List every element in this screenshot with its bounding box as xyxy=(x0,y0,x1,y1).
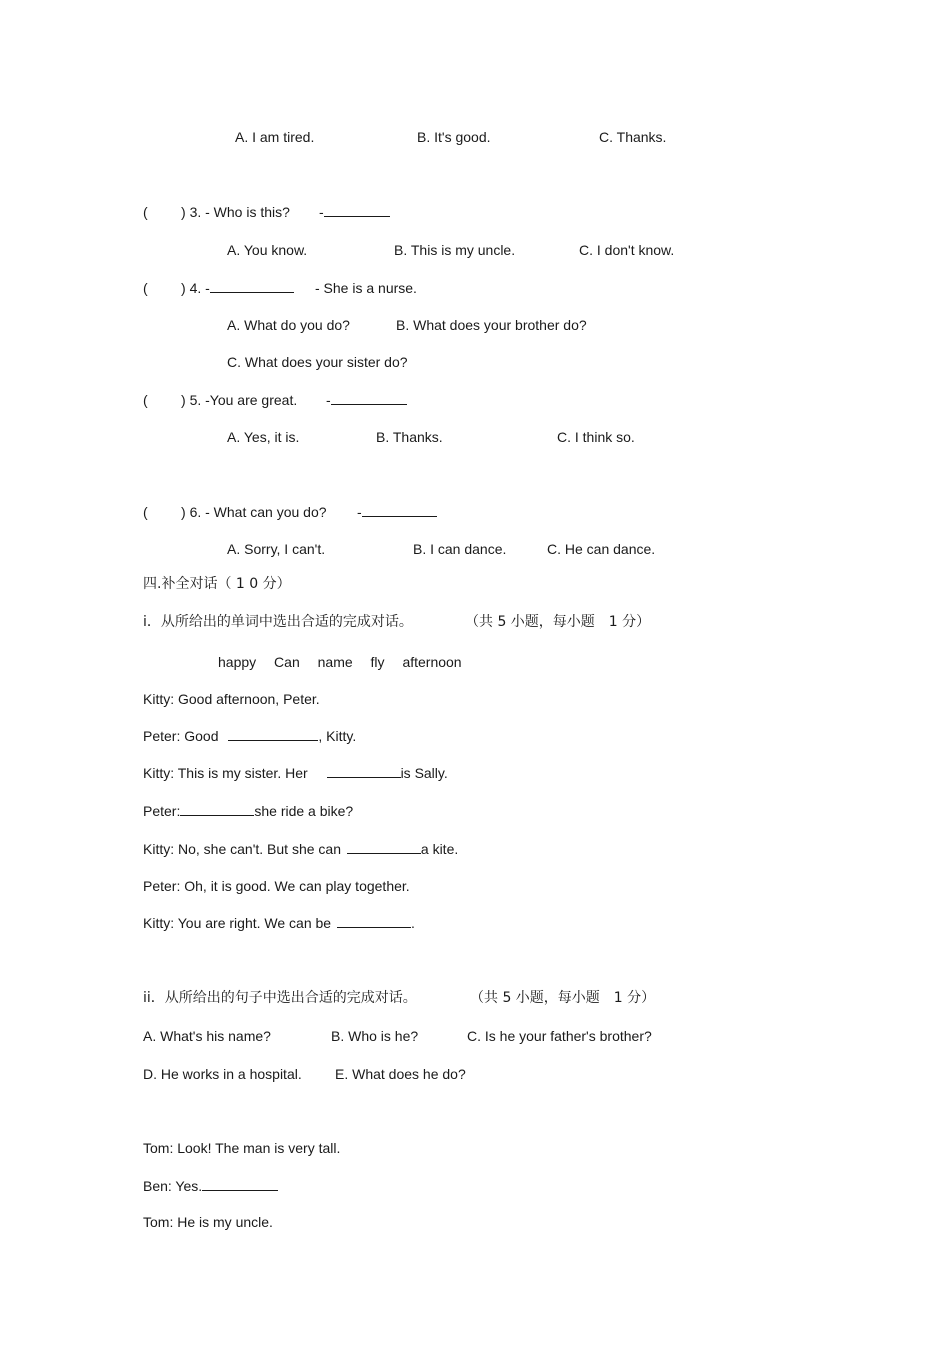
q6-question: 6. - What can you do? xyxy=(189,504,327,520)
dialog1-line-5-end: a kite. xyxy=(420,841,459,857)
q4-paren-open: ( xyxy=(143,280,148,296)
word-bank-item: fly xyxy=(370,654,385,670)
q5-option-c: C. I think so. xyxy=(557,429,635,445)
part2-option-e: E. What does he do? xyxy=(335,1066,466,1082)
dialog2-line-2-start: Ben: Yes. xyxy=(143,1178,203,1194)
dialog1-line-4-start: Peter: xyxy=(143,803,181,819)
q2-option-a: A. I am tired. xyxy=(235,129,315,145)
q6-paren-open: ( xyxy=(143,504,148,520)
word-bank-item: name xyxy=(317,654,353,670)
q4-prefix: 4. - xyxy=(189,280,210,296)
word-bank xyxy=(218,653,462,671)
q3-paren-close: ) xyxy=(181,204,186,220)
section4-title: 四.补全对话（ 1 0 分） xyxy=(143,576,291,592)
part2-scoring: （共 5 小题，每小题 1 分） xyxy=(470,990,656,1006)
q5-answer-blank[interactable] xyxy=(331,391,407,405)
q6-paren-close: ) xyxy=(181,504,186,520)
q6-dash: - xyxy=(357,504,362,520)
dialog2-line-3: Tom: He is my uncle. xyxy=(143,1214,273,1230)
q4-option-c: C. What does your sister do? xyxy=(227,354,408,370)
blank-4[interactable] xyxy=(347,840,421,854)
q5-question-row xyxy=(181,391,297,409)
part2-option-b: B. Who is he? xyxy=(331,1028,419,1044)
q3-answer-blank[interactable] xyxy=(324,203,390,217)
part1-instruction: i．从所给出的单词中选出合适的完成对话。 xyxy=(143,614,413,630)
word-bank-item: afternoon xyxy=(402,654,462,670)
dialog1-line-7-end: . xyxy=(410,915,415,931)
q3-question-row xyxy=(181,203,290,221)
dialog1-line-3-start: Kitty: This is my sister. Her xyxy=(143,765,308,781)
part2-option-c: C. Is he your father's brother? xyxy=(467,1028,652,1044)
dialog1-line-5-start: Kitty: No, she can't. But she can xyxy=(143,841,341,857)
q4-question-row xyxy=(181,279,294,297)
dialog1-line-2-end: , Kitty. xyxy=(318,728,357,744)
dialog1-line-3 xyxy=(143,764,448,782)
part2-option-a: A. What's his name? xyxy=(143,1028,271,1044)
q3-paren-open: ( xyxy=(143,204,148,220)
q6-answer-blank[interactable] xyxy=(362,503,437,517)
q4-option-a: A. What do you do? xyxy=(227,317,350,333)
word-bank-item: happy xyxy=(218,654,257,670)
q5-option-a: A. Yes, it is. xyxy=(227,429,300,445)
blank-1[interactable] xyxy=(228,727,318,741)
q5-paren-close: ) xyxy=(181,392,186,408)
q4-answer-line: - She is a nurse. xyxy=(315,280,417,296)
q6-question-row xyxy=(181,503,327,521)
dialog1-line-5 xyxy=(143,840,458,858)
part2-instruction: ii．从所给出的句子中选出合适的完成对话。 xyxy=(143,990,417,1006)
dialog1-line-4 xyxy=(143,802,353,820)
q4-option-b: B. What does your brother do? xyxy=(396,317,587,333)
part2-option-d: D. He works in a hospital. xyxy=(143,1066,302,1082)
dialog2-line-2 xyxy=(143,1177,278,1195)
q3-option-c: C. I don't know. xyxy=(579,242,675,258)
q5-paren-open: ( xyxy=(143,392,148,408)
q2-option-c: C. Thanks. xyxy=(599,129,667,145)
dialog1-line-1: Kitty: Good afternoon, Peter. xyxy=(143,691,320,707)
q3-option-b: B. This is my uncle. xyxy=(394,242,516,258)
word-bank-item: Can xyxy=(274,654,300,670)
dialog1-line-7 xyxy=(143,914,415,932)
q6-option-b: B. I can dance. xyxy=(413,541,507,557)
q5-answer xyxy=(326,391,407,409)
q5-question: 5. -You are great. xyxy=(189,392,298,408)
blank-2[interactable] xyxy=(327,764,401,778)
dialog1-line-3-end: is Sally. xyxy=(400,765,448,781)
dialog2-line-1: Tom: Look! The man is very tall. xyxy=(143,1140,341,1156)
q4-paren-close: ) xyxy=(181,280,186,296)
q5-dash: - xyxy=(326,392,331,408)
q3-option-a: A. You know. xyxy=(227,242,308,258)
q6-option-a: A. Sorry, I can't. xyxy=(227,541,326,557)
q3-question: 3. - Who is this? xyxy=(189,204,290,220)
part1-scoring: （共 5 小题，每小题 1 分） xyxy=(465,614,651,630)
q6-option-c: C. He can dance. xyxy=(547,541,656,557)
q3-dash: - xyxy=(319,204,324,220)
dialog1-line-6: Peter: Oh, it is good. We can play together. xyxy=(143,878,410,894)
dialog1-line-7-start: Kitty: You are right. We can be xyxy=(143,915,332,931)
blank-5[interactable] xyxy=(337,914,411,928)
dialog1-line-4-end: she ride a bike? xyxy=(254,803,354,819)
q6-answer xyxy=(357,503,437,521)
q2-option-b: B. It's good. xyxy=(417,129,491,145)
blank-3[interactable] xyxy=(180,802,254,816)
q4-question-blank[interactable] xyxy=(210,279,294,293)
q5-option-b: B. Thanks. xyxy=(376,429,443,445)
q3-answer xyxy=(319,203,390,221)
dialog1-line-2 xyxy=(143,727,356,745)
dialog2-blank-1[interactable] xyxy=(202,1177,278,1191)
dialog1-line-2-start: Peter: Good xyxy=(143,728,219,744)
